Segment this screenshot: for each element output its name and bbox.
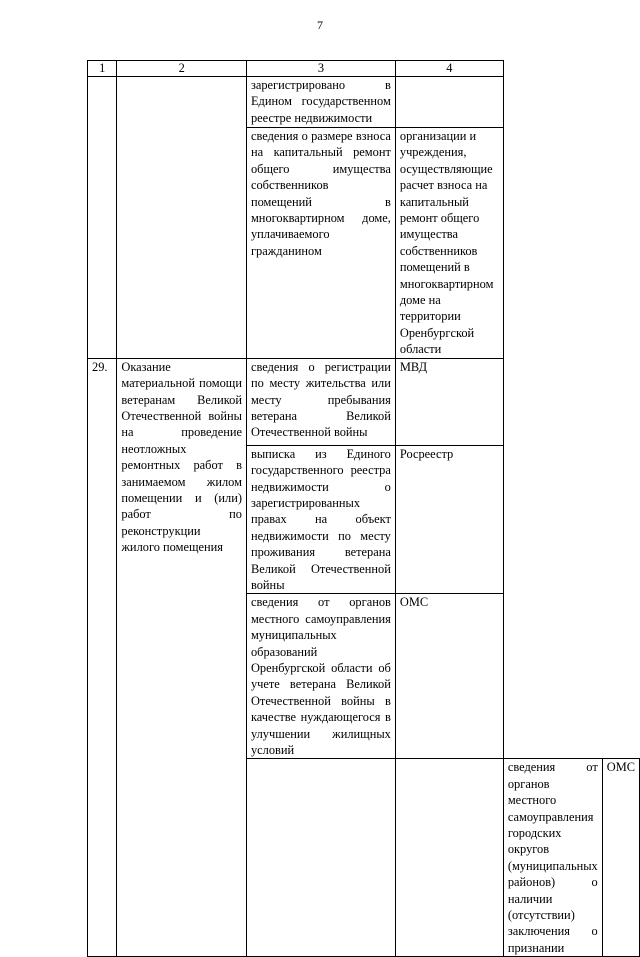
table-row <box>88 358 640 445</box>
column-header-4: 4 <box>395 61 503 77</box>
responsible-organization: ОМС <box>602 759 639 957</box>
table-header-row <box>88 61 640 77</box>
required-document: сведения от органов местного самоуправления муниципальных образований Оренбургской области об учете ветерана Великой Отечественной войны в качестве нуждающегося в улучшении жилищных условий <box>246 594 395 759</box>
column-header-2: 2 <box>117 61 247 77</box>
cell-empty <box>395 77 503 128</box>
responsible-organization: ОМС <box>395 594 503 759</box>
cell-empty <box>88 77 117 359</box>
responsible-organization: Росреестр <box>395 445 503 594</box>
responsible-organization: МВД <box>395 358 503 445</box>
continued-document-text: зарегистрировано в Едином государственном реестре недвижимости <box>246 77 395 128</box>
document-table <box>87 60 640 957</box>
cell-empty <box>246 759 395 957</box>
column-header-3: 3 <box>246 61 395 77</box>
item-number: 29. <box>88 358 117 957</box>
column-header-1: 1 <box>88 61 117 77</box>
contribution-document-text: сведения о размере взноса на капитальный ремонт общего имущества собственников помещений в многоквартирном доме, уплачиваемого гражданином <box>246 128 395 359</box>
cell-empty <box>117 77 247 359</box>
required-document: сведения о регистрации по месту жительства или месту пребывания ветерана Великой Отечественной войны <box>246 358 395 445</box>
required-document: сведения от органов местного самоуправления городских округов (муниципальных районов) о наличии (отсутствии) заключения о признании <box>503 759 602 957</box>
page-number: 7 <box>317 18 323 32</box>
service-name: Оказание материальной помощи ветеранам Великой Отечественной войны на проведение неотложных ремонтных работ в занимаемом жилом помещении и (или) работ по реконструкции жилого помещения <box>117 358 247 957</box>
table-row <box>88 77 640 128</box>
required-document: выписка из Единого государственного реестра недвижимости о зарегистрированных правах на объект недвижимости по месту проживания ветерана Великой Отечественной войны <box>246 445 395 594</box>
responsible-organization: организации и учреждения, осуществляющие расчет взноса на капитальный ремонт общего имущества собственников помещений в многоквартирном доме на территории Оренбургской области <box>395 128 503 359</box>
cell-empty <box>395 759 503 957</box>
